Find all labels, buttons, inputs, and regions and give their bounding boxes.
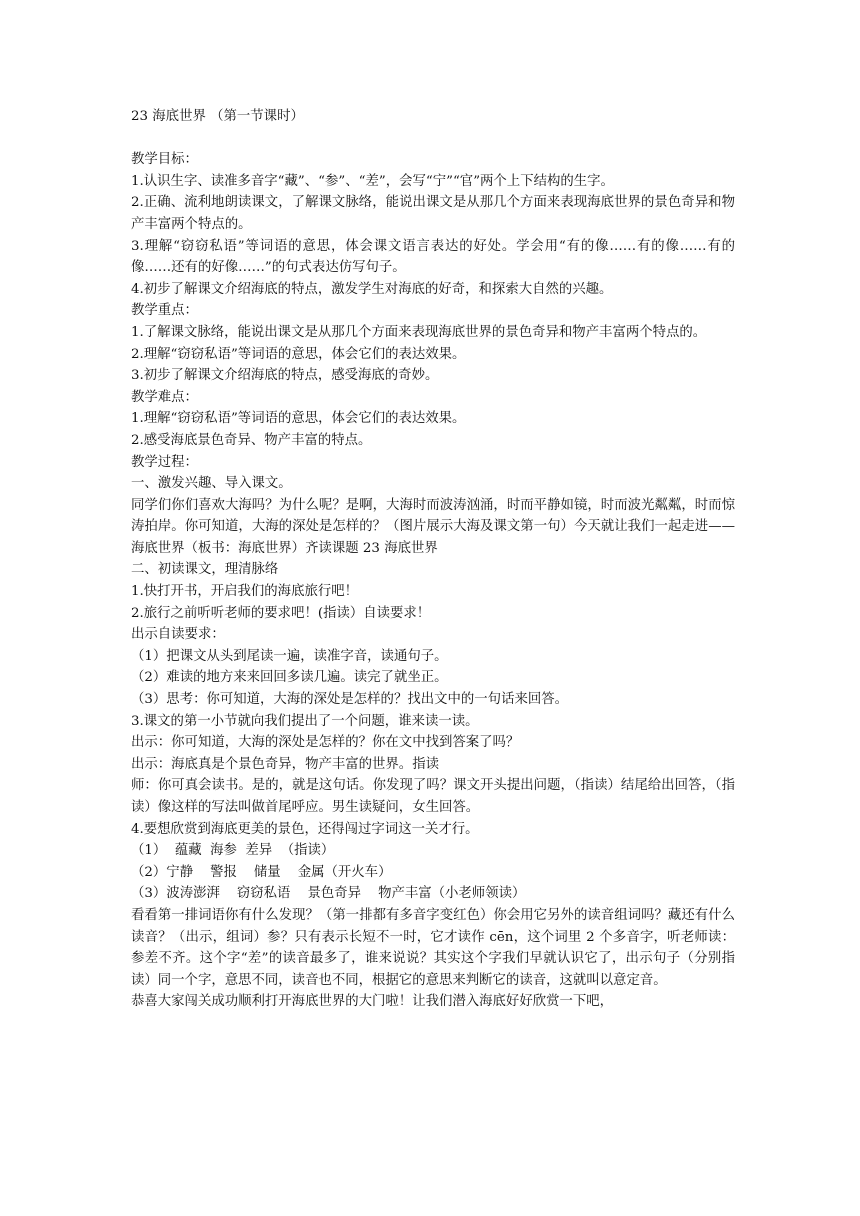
word-row: （3）波涛澎湃 窃窃私语 景色奇异 物产丰富（小老师领读） (131, 886, 526, 902)
process-heading: 教学过程： (131, 454, 198, 470)
key-point-item: 2.理解“窃窃私语”等词语的意思，体会它们的表达效果。 (131, 346, 466, 362)
goal-item: 4.初步了解课文介绍海底的特点，激发学生对海底的好奇，和探索大自然的兴趣。 (131, 281, 613, 297)
process-step: 2.旅行之前听听老师的要求吧！(指读）自读要求！ (131, 605, 431, 621)
requirements-heading: 出示自读要求： (131, 627, 225, 643)
section-heading: 二、初读课文，理清脉络 (131, 562, 279, 578)
shown-text: 出示：你可知道，大海的深处是怎样的？你在文中找到答案了吗？ (131, 735, 520, 751)
requirement-item: （3）思考：你可知道，大海的深处是怎样的？找出文中的一句话来回答。 (131, 692, 569, 708)
key-points-heading: 教学重点： (131, 303, 198, 319)
intro-paragraph: 同学们你们喜欢大海吗？为什么呢？是啊，大海时而波涛汹涌，时而平静如镜，时而波光粼粼，时而惊涛拍岸。你可知道，大海的深处是怎样的？（图片展示大海及课文第一句）今天就让我们一起走进——海底世界（板书：海底世界）齐读课题 23 海底世界 (131, 497, 735, 556)
goal-item: 1.认识生字、读准多音字“藏”、“参”、“差”，会写“宁”“官”两个上下结构的生字。 (131, 173, 614, 189)
process-step: 3.课文的第一小节就向我们提出了一个问题，谁来读一读。 (131, 713, 479, 729)
requirement-item: （2）难读的地方来来回回多读几遍。读完了就坐正。 (131, 670, 448, 686)
document-page (131, 106, 735, 1013)
lesson-title: 23 海底世界 （第一节课时） (131, 109, 304, 124)
closing-line: 恭喜大家闯关成功顺利打开海底世界的大门啦！让我们潜入海底好好欣赏一下吧， (131, 994, 614, 1010)
word-row: （1） 蕴藏 海参 差异 （指读） (131, 843, 335, 859)
word-row: （2）宁静 警报 储量 金属（开火车） (131, 864, 392, 880)
difficulty-item: 2.感受海底景色奇异、物产丰富的特点。 (131, 432, 372, 448)
goal-item: 2.正确、流利地朗读课文，了解课文脉络，能说出课文是从那几个方面来表现海底世界的景色奇异和物产丰富两个特点的。 (131, 195, 735, 232)
difficulty-item: 1.理解“窃窃私语”等词语的意思，体会它们的表达效果。 (131, 411, 466, 427)
key-point-item: 1.了解课文脉络，能说出课文是从那几个方面来表现海底世界的景色奇异和物产丰富两个特点的。 (131, 324, 707, 340)
key-point-item: 3.初步了解课文介绍海底的特点，感受海底的奇妙。 (131, 368, 439, 384)
goals-heading: 教学目标： (131, 152, 198, 168)
teacher-paragraph: 师：你可真会读书。是的，就是这句话。你发现了吗？课文开头提出问题，（指读）结尾给出回答，（指读）像这样的写法叫做首尾呼应。男生读疑问，女生回答。 (131, 778, 735, 815)
discussion-paragraph: 看看第一排词语你有什么发现？（第一排都有多音字变红色）你会用它另外的读音组词吗？藏还有什么读音？（出示，组词）参？只有表示长短不一时，它才读作 cēn，这个词里 2 个多音字，听老师读：参差不齐。这个字“差”的读音最多了，谁来说说？其实这个字我们早就认识它了，出示句子（分别指读）同一个字，意思不同，读音也不同，根据它的意思来判断它的读音，这就叫以意定音。 (131, 907, 735, 988)
process-step: 1.快打开书，开启我们的海底旅行吧！ (131, 584, 359, 600)
goal-item: 3.理解“窃窃私语”等词语的意思，体会课文语言表达的好处。学会用“有的像……有的像……有的像……还有的好像……”的句式表达仿写句子。 (131, 238, 735, 276)
section-heading: 一、激发兴趣、导入课文。 (131, 476, 292, 492)
difficulties-heading: 教学难点： (131, 389, 198, 405)
process-step: 4.要想欣赏到海底更美的景色，还得闯过字词这一关才行。 (131, 821, 479, 837)
shown-text: 出示：海底真是个景色奇异，物产丰富的世界。指读 (131, 756, 439, 772)
requirement-item: （1）把课文从头到尾读一遍，读准字音，读通句子。 (131, 648, 448, 664)
